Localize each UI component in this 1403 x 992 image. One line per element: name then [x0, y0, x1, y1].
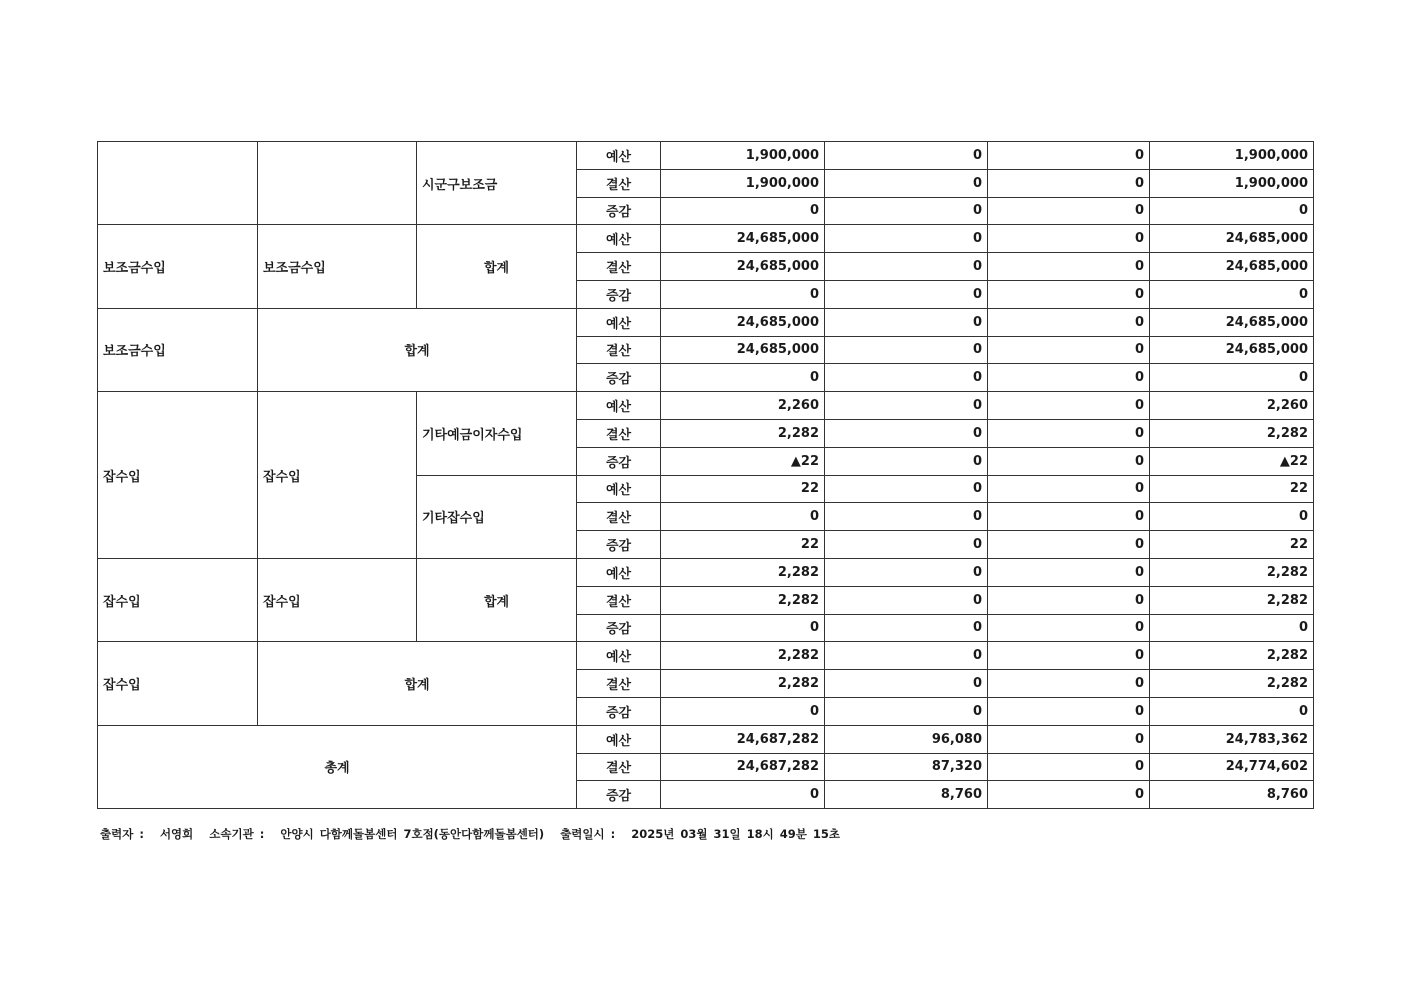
amount-cell: 1,900,000 [1150, 142, 1314, 170]
type-label: 결산 [577, 586, 661, 614]
amount-cell: 0 [825, 142, 988, 170]
amount-cell: 0 [825, 392, 988, 420]
type-label: 결산 [577, 253, 661, 281]
table-row [98, 725, 1314, 753]
amount-cell: 24,685,000 [661, 336, 825, 364]
amount-cell: 24,685,000 [1150, 225, 1314, 253]
amount-cell: 22 [1150, 531, 1314, 559]
amount-cell: 2,282 [1150, 419, 1314, 447]
amount-cell: 0 [988, 503, 1150, 531]
amount-cell: 0 [1150, 364, 1314, 392]
print-time-label: 출력일시 : [560, 827, 616, 841]
amount-cell: ▲22 [1150, 447, 1314, 475]
amount-cell: 0 [1150, 503, 1314, 531]
amount-cell: ▲22 [661, 447, 825, 475]
type-label: 예산 [577, 392, 661, 420]
type-label: 증감 [577, 697, 661, 725]
org-name: 안양시 다함께돌봄센터 7호점(동안다함께돌봄센터) [280, 827, 545, 841]
type-label: 예산 [577, 225, 661, 253]
amount-cell: 0 [1150, 197, 1314, 225]
org-label: 소속기관 : [209, 827, 265, 841]
amount-cell: 24,783,362 [1150, 725, 1314, 753]
table-row [98, 642, 1314, 670]
amount-cell: 0 [988, 142, 1150, 170]
amount-cell: 0 [988, 670, 1150, 698]
type-label: 결산 [577, 670, 661, 698]
amount-cell: 0 [988, 697, 1150, 725]
amount-cell: 0 [988, 169, 1150, 197]
item-label: 합계 [417, 558, 577, 641]
amount-cell: 2,282 [661, 670, 825, 698]
amount-cell: 0 [988, 558, 1150, 586]
amount-cell: 0 [988, 419, 1150, 447]
amount-cell: 0 [661, 614, 825, 642]
amount-cell: 24,685,000 [1150, 336, 1314, 364]
category-label: 잡수입 [98, 392, 258, 559]
amount-cell: 2,282 [661, 586, 825, 614]
amount-cell: 0 [988, 336, 1150, 364]
amount-cell: 0 [825, 475, 988, 503]
amount-cell: 0 [988, 364, 1150, 392]
amount-cell: 0 [988, 781, 1150, 809]
item-label: 시군구보조금 [417, 142, 577, 225]
amount-cell: 0 [825, 253, 988, 281]
amount-cell: 24,685,000 [661, 253, 825, 281]
amount-cell: 0 [988, 586, 1150, 614]
amount-cell: 0 [661, 280, 825, 308]
category-label: 잡수입 [98, 558, 258, 641]
amount-cell: 0 [988, 642, 1150, 670]
table-row [98, 308, 1314, 336]
amount-cell: 24,685,000 [1150, 308, 1314, 336]
amount-cell: 0 [825, 280, 988, 308]
amount-cell: 0 [661, 364, 825, 392]
type-label: 예산 [577, 725, 661, 753]
subcategory-label: 잡수입 [258, 558, 417, 641]
amount-cell: 0 [988, 725, 1150, 753]
amount-cell: 2,282 [1150, 642, 1314, 670]
type-label: 증감 [577, 614, 661, 642]
subcategory-label: 보조금수입 [258, 225, 417, 308]
amount-cell: 0 [825, 642, 988, 670]
amount-cell: 0 [988, 308, 1150, 336]
amount-cell: 2,260 [661, 392, 825, 420]
amount-cell: 0 [661, 197, 825, 225]
amount-cell: 2,260 [1150, 392, 1314, 420]
type-label: 예산 [577, 142, 661, 170]
amount-cell: 0 [825, 670, 988, 698]
amount-cell: 0 [988, 531, 1150, 559]
amount-cell: 0 [825, 614, 988, 642]
amount-cell: 0 [825, 336, 988, 364]
type-label: 증감 [577, 781, 661, 809]
type-label: 예산 [577, 308, 661, 336]
amount-cell: 0 [825, 697, 988, 725]
amount-cell: 0 [661, 503, 825, 531]
type-label: 증감 [577, 531, 661, 559]
amount-cell: 2,282 [661, 642, 825, 670]
item-label: 기타잡수입 [417, 475, 577, 558]
amount-cell: 0 [988, 447, 1150, 475]
amount-cell: 22 [1150, 475, 1314, 503]
type-label: 결산 [577, 169, 661, 197]
amount-cell: 0 [825, 447, 988, 475]
amount-cell: 0 [1150, 614, 1314, 642]
subcategory-label: 잡수입 [258, 392, 417, 559]
amount-cell: 96,080 [825, 725, 988, 753]
amount-cell: 0 [988, 280, 1150, 308]
amount-cell: 22 [661, 475, 825, 503]
print-footer [100, 826, 850, 842]
empty-cell [258, 142, 417, 225]
amount-cell: 0 [825, 531, 988, 559]
type-label: 증감 [577, 280, 661, 308]
amount-cell: 2,282 [661, 558, 825, 586]
table-row [98, 558, 1314, 586]
type-label: 결산 [577, 336, 661, 364]
category-label: 보조금수입 [98, 308, 258, 391]
amount-cell: 0 [825, 169, 988, 197]
amount-cell: 0 [825, 364, 988, 392]
amount-cell: 0 [988, 475, 1150, 503]
amount-cell: 87,320 [825, 753, 988, 781]
amount-cell: 1,900,000 [661, 142, 825, 170]
amount-cell: 2,282 [1150, 586, 1314, 614]
table-row [98, 225, 1314, 253]
type-label: 예산 [577, 642, 661, 670]
subtotal-label: 합계 [258, 308, 577, 391]
amount-cell: 1,900,000 [1150, 169, 1314, 197]
amount-cell: 2,282 [1150, 670, 1314, 698]
amount-cell: 24,774,602 [1150, 753, 1314, 781]
subtotal-label: 합계 [258, 642, 577, 725]
amount-cell: 8,760 [1150, 781, 1314, 809]
grand-total-label: 총계 [98, 725, 577, 808]
amount-cell: 24,685,000 [661, 308, 825, 336]
type-label: 증감 [577, 197, 661, 225]
table-row [98, 392, 1314, 420]
amount-cell: 2,282 [1150, 558, 1314, 586]
type-label: 증감 [577, 364, 661, 392]
type-label: 결산 [577, 503, 661, 531]
amount-cell: 0 [1150, 280, 1314, 308]
amount-cell: 24,687,282 [661, 753, 825, 781]
amount-cell: 0 [661, 697, 825, 725]
type-label: 예산 [577, 558, 661, 586]
amount-cell: 0 [1150, 697, 1314, 725]
amount-cell: 0 [825, 419, 988, 447]
amount-cell: 22 [661, 531, 825, 559]
type-label: 결산 [577, 753, 661, 781]
amount-cell: 0 [988, 253, 1150, 281]
amount-cell: 24,687,282 [661, 725, 825, 753]
amount-cell: 0 [661, 781, 825, 809]
empty-cell [98, 142, 258, 225]
amount-cell: 0 [825, 197, 988, 225]
item-label: 합계 [417, 225, 577, 308]
printer-label: 출력자 : [100, 827, 144, 841]
budget-settlement-table [97, 141, 1314, 809]
amount-cell: 0 [825, 225, 988, 253]
type-label: 결산 [577, 419, 661, 447]
category-label: 보조금수입 [98, 225, 258, 308]
item-label: 기타예금이자수입 [417, 392, 577, 475]
amount-cell: 0 [825, 503, 988, 531]
print-time: 2025년 03월 31일 18시 49분 15초 [631, 827, 840, 841]
amount-cell: 0 [988, 392, 1150, 420]
amount-cell: 0 [825, 586, 988, 614]
table-row [98, 142, 1314, 170]
amount-cell: 8,760 [825, 781, 988, 809]
amount-cell: 2,282 [661, 419, 825, 447]
category-label: 잡수입 [98, 642, 258, 725]
amount-cell: 0 [988, 197, 1150, 225]
amount-cell: 0 [988, 614, 1150, 642]
type-label: 증감 [577, 447, 661, 475]
amount-cell: 0 [988, 225, 1150, 253]
amount-cell: 1,900,000 [661, 169, 825, 197]
printer-name: 서영희 [159, 827, 194, 841]
amount-cell: 24,685,000 [1150, 253, 1314, 281]
amount-cell: 0 [825, 308, 988, 336]
type-label: 예산 [577, 475, 661, 503]
amount-cell: 24,685,000 [661, 225, 825, 253]
amount-cell: 0 [825, 558, 988, 586]
amount-cell: 0 [988, 753, 1150, 781]
